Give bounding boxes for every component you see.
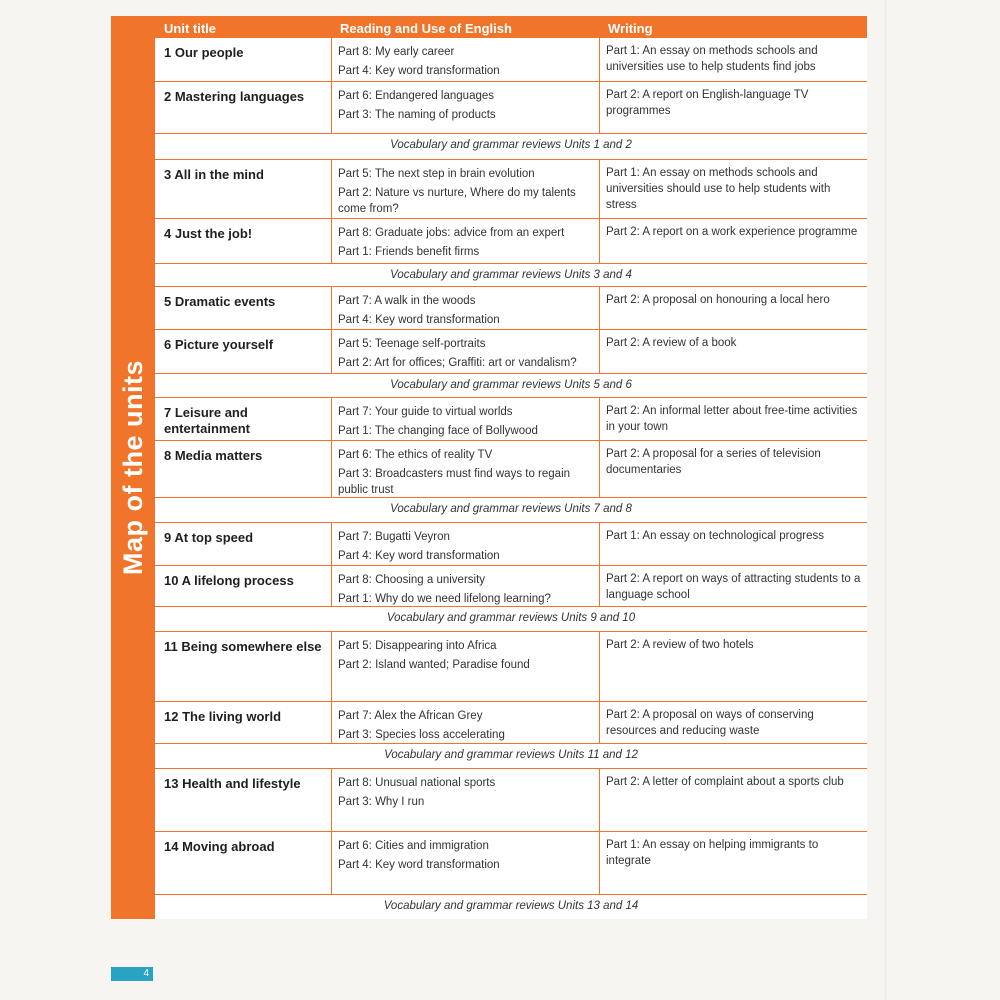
unit-title: 11 Being somewhere else bbox=[164, 639, 322, 654]
sidebar-band bbox=[111, 16, 155, 919]
table-row bbox=[155, 398, 867, 441]
reading-item: Part 7: A walk in the woods bbox=[338, 295, 476, 307]
writing-item: Part 2: A report on English-language TV programmes bbox=[606, 89, 809, 117]
header-reading: Reading and Use of English bbox=[340, 21, 512, 36]
unit-title: 9 At top speed bbox=[164, 530, 254, 545]
unit-title: 6 Picture yourself bbox=[164, 337, 274, 352]
writing-item: Part 2: An informal letter about free-time activities in your town bbox=[606, 405, 858, 433]
table-row bbox=[155, 330, 867, 374]
reading-item: Part 1: Friends benefit firms bbox=[338, 246, 480, 258]
reading-item: Part 3: Broadcasters must find ways to regain public trust bbox=[338, 468, 571, 496]
reading-item: Part 8: Unusual national sports bbox=[338, 777, 496, 789]
table-row bbox=[155, 523, 867, 566]
reading-item: Part 8: Graduate jobs: advice from an expert bbox=[338, 227, 565, 239]
unit-title: 5 Dramatic events bbox=[164, 294, 276, 309]
review-row bbox=[155, 744, 867, 769]
reading-item: Part 7: Your guide to virtual worlds bbox=[338, 406, 513, 418]
unit-title: 10 A lifelong process bbox=[164, 573, 294, 588]
writing-item: Part 2: A proposal on honouring a local hero bbox=[606, 294, 830, 306]
units-map-table bbox=[155, 16, 867, 919]
table-row bbox=[155, 441, 867, 498]
writing-item: Part 2: A review of two hotels bbox=[606, 639, 754, 651]
table-row bbox=[155, 287, 867, 330]
reading-item: Part 2: Nature vs nurture, Where do my talents come from? bbox=[338, 187, 576, 215]
reading-item: Part 7: Alex the African Grey bbox=[338, 710, 483, 722]
reading-item: Part 7: Bugatti Veyron bbox=[338, 531, 450, 543]
unit-title: 2 Mastering languages bbox=[164, 89, 305, 104]
reading-item: Part 5: The next step in brain evolution bbox=[338, 168, 535, 180]
writing-item: Part 1: An essay on methods schools and universities use to help students find jobs bbox=[606, 45, 818, 73]
reading-item: Part 2: Art for offices; Graffiti: art or vandalism? bbox=[338, 357, 577, 369]
unit-title: 14 Moving abroad bbox=[164, 839, 275, 854]
table-row bbox=[155, 832, 867, 895]
reading-item: Part 6: Cities and immigration bbox=[338, 840, 489, 852]
reading-item: Part 4: Key word transformation bbox=[338, 550, 500, 562]
table-row bbox=[155, 769, 867, 832]
table-row bbox=[155, 38, 867, 82]
table-row bbox=[155, 702, 867, 744]
reading-item: Part 1: Why do we need lifelong learning? bbox=[338, 593, 551, 605]
table-row bbox=[155, 632, 867, 702]
table-header bbox=[155, 16, 867, 38]
review-label: Vocabulary and grammar reviews Units 3 and 4 bbox=[390, 269, 632, 281]
review-row bbox=[155, 498, 867, 523]
review-label: Vocabulary and grammar reviews Units 11 and 12 bbox=[384, 749, 638, 761]
reading-item: Part 3: Why I run bbox=[338, 796, 425, 808]
header-unit-title: Unit title bbox=[164, 21, 216, 36]
sidebar-title: Map of the units bbox=[117, 360, 148, 575]
unit-title: 4 Just the job! bbox=[164, 226, 253, 241]
writing-item: Part 2: A proposal for a series of television documentaries bbox=[606, 448, 821, 476]
table-row bbox=[155, 566, 867, 607]
reading-item: Part 2: Island wanted; Paradise found bbox=[338, 659, 530, 671]
writing-item: Part 2: A letter of complaint about a sports club bbox=[606, 776, 844, 788]
review-row bbox=[155, 134, 867, 160]
unit-title: 1 Our people bbox=[164, 45, 244, 60]
page-fold bbox=[885, 0, 887, 1000]
writing-item: Part 2: A report on ways of attracting students to a language school bbox=[606, 573, 861, 601]
review-row bbox=[155, 374, 867, 398]
reading-item: Part 3: Species loss accelerating bbox=[338, 729, 505, 741]
review-label: Vocabulary and grammar reviews Units 13 and 14 bbox=[383, 900, 639, 912]
review-row bbox=[155, 264, 867, 287]
review-label: Vocabulary and grammar reviews Units 1 and 2 bbox=[390, 139, 632, 151]
unit-title: 13 Health and lifestyle bbox=[164, 776, 301, 791]
writing-item: Part 2: A review of a book bbox=[606, 337, 737, 349]
unit-title: 7 Leisure and entertainment bbox=[164, 405, 250, 436]
table-row bbox=[155, 82, 867, 134]
writing-item: Part 2: A report on a work experience programme bbox=[606, 226, 858, 238]
page-number: 4 bbox=[111, 967, 153, 981]
review-label: Vocabulary and grammar reviews Units 5 and 6 bbox=[390, 379, 632, 391]
reading-item: Part 6: Endangered languages bbox=[338, 90, 495, 102]
reading-item: Part 8: Choosing a university bbox=[338, 574, 486, 586]
table-row bbox=[155, 219, 867, 264]
reading-item: Part 1: The changing face of Bollywood bbox=[338, 425, 538, 437]
writing-item: Part 2: A proposal on ways of conserving resources and reducing waste bbox=[606, 709, 814, 737]
header-writing: Writing bbox=[608, 21, 653, 36]
reading-item: Part 4: Key word transformation bbox=[338, 65, 500, 77]
reading-item: Part 5: Disappearing into Africa bbox=[338, 640, 497, 652]
writing-item: Part 1: An essay on methods schools and universities should use to help students with stress bbox=[606, 167, 831, 211]
table-row bbox=[155, 160, 867, 219]
review-label: Vocabulary and grammar reviews Units 7 and 8 bbox=[390, 503, 632, 515]
reading-item: Part 6: The ethics of reality TV bbox=[338, 449, 493, 461]
review-label: Vocabulary and grammar reviews Units 9 and 10 bbox=[386, 612, 636, 624]
reading-item: Part 8: My early career bbox=[338, 46, 455, 58]
unit-title: 12 The living world bbox=[164, 709, 282, 724]
writing-item: Part 1: An essay on technological progress bbox=[606, 530, 824, 542]
review-row bbox=[155, 895, 867, 919]
writing-item: Part 1: An essay on helping immigrants to integrate bbox=[606, 839, 819, 867]
reading-item: Part 3: The naming of products bbox=[338, 109, 496, 121]
reading-item: Part 5: Teenage self-portraits bbox=[338, 338, 486, 350]
unit-title: 8 Media matters bbox=[164, 448, 263, 463]
review-row bbox=[155, 607, 867, 632]
reading-item: Part 4: Key word transformation bbox=[338, 859, 500, 871]
unit-title: 3 All in the mind bbox=[164, 167, 264, 182]
reading-item: Part 4: Key word transformation bbox=[338, 314, 500, 326]
